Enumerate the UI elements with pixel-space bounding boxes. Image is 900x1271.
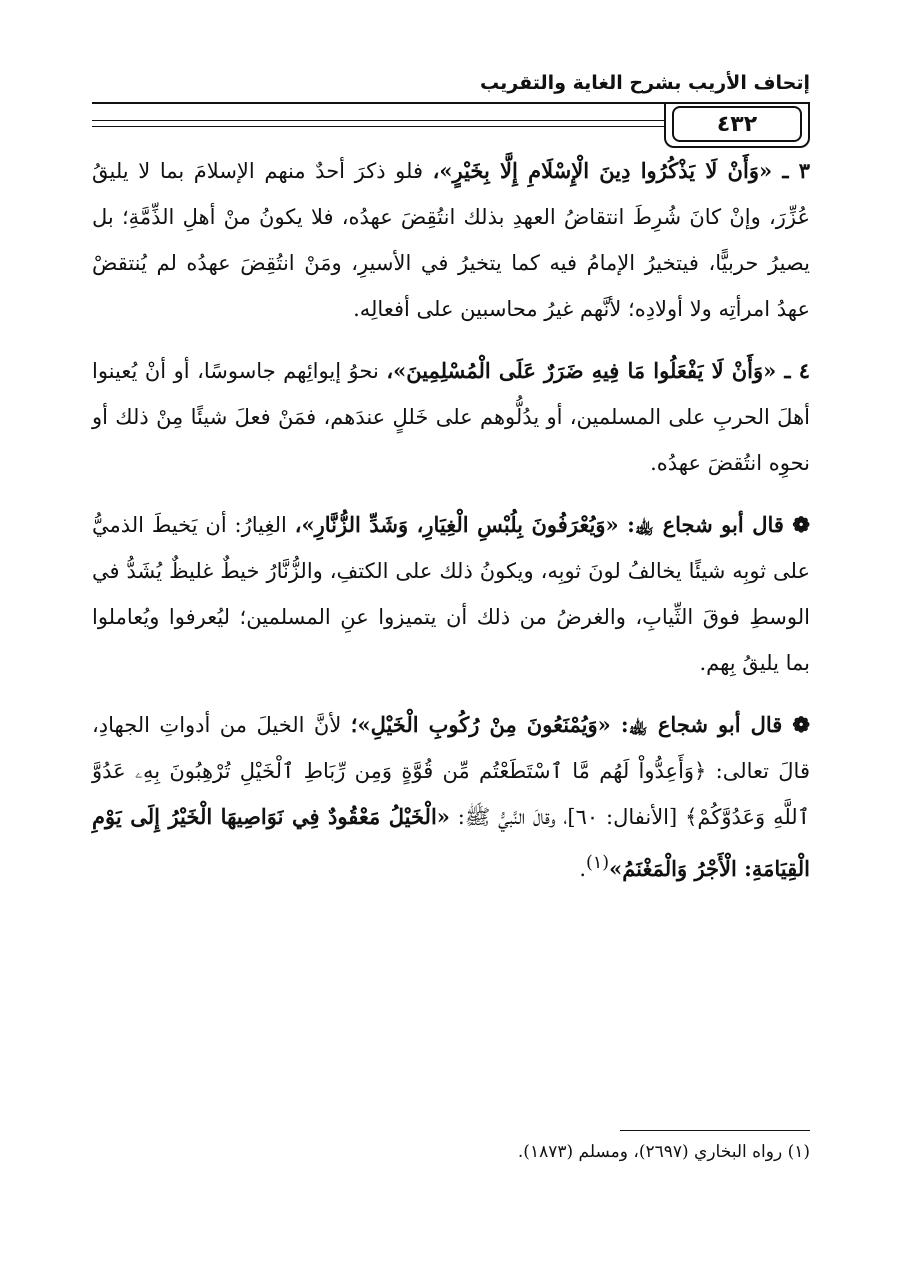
commentary-text: الغِيارُ: أن يَخيطَ الذميُّ على ثوبِه شيئًا يخالفُ لونَ ثوبِه، ويكونُ ذلك على الكتفِ، والزُّنَّارُ خيطٌ غليظٌ يُشَدُّ في الوسطِ فوقَ الثِّيابِ، والغرضُ من ذلك أن يتميزوا عنِ المسلمين؛ ليُعرفوا ويُعاملوا بما يليقُ بِهم. xyxy=(92,513,810,675)
commentary-text: لأنَّ الخيلَ من أدواتِ الجهادِ، قالَ تعالى: ﴿وَأَعِدُّواْ لَهُم مَّا ٱسْتَطَعْتُم مِّن قُوَّةٍ وَمِن رِّبَاطِ ٱلْخَيْلِ تُرْهِبُونَ بِهِۦ عَدُوَّ ٱللَّهِ وَعَدُوَّكُمْ﴾ [الأنفال: ٦٠]، وقالَ النَّبيُّ ﷺ: xyxy=(92,713,810,829)
matn-quote: ٤ ـ «وَأَنْ لَا يَفْعَلُوا مَا فِيهِ ضَرَرٌ عَلَى الْمُسْلِمِينَ»، xyxy=(386,358,811,383)
commentary-text: نحوُ إيوائِهم جاسوسًا، أو أنْ يُعينوا أهلَ الحربِ على المسلمين، أو يدُلُّوهم على خَللٍ عندَهم، فمَنْ فعلَ شيئًا مِنْ ذلك أو نحوِه انتُقضَ عهدُه. xyxy=(92,359,810,475)
header-rule-left-1 xyxy=(92,120,664,121)
page-number-frame xyxy=(664,102,810,148)
commentary-text: فلو ذكرَ أحدٌ منهم الإسلامَ بما لا يليقُ عُزِّرَ، وإنْ كانَ شُرِطَ انتقاضُ العهدِ بذلك انتُقِضَ عهدُه، فلا يكونُ منْ أهلِ الذِّمَّةِ؛ بل يصيرُ حربيًّا، فيتخيرُ الإمامُ فيه كما يتخيرُ في الأسيرِ، ومَنْ انتُقِضَ عهدُه لم يُنتقضْ عهدُ امرأتِه ولا أولادِه؛ لأنَّهم غيرُ محاسبين على أفعالِه. xyxy=(92,159,810,321)
matn-quote: ❁ قال أبو شجاع ﵀: «وَيُمْنَعُونَ مِنْ رُكُوبِ الْخَيْلِ»؛ xyxy=(350,712,810,737)
page-header xyxy=(92,70,810,137)
page-number: ٤٣٢ xyxy=(672,106,802,142)
paragraph-condition-3 xyxy=(92,148,810,332)
matn-quote: ❁ قال أبو شجاع ﵀: «وَيُعْرَفُونَ بِلُبْسِ الْغِيَارِ، وَشَدِّ الزُّنَّارِ»، xyxy=(294,512,811,537)
footnote-separator xyxy=(620,1130,810,1131)
hadith-quote: «الْخَيْلُ مَعْقُودٌ فِي نَوَاصِيهَا الْخَيْرُ إِلَى يَوْمِ الْقِيَامَةِ: الْأَجْرُ وَالْمَغْنَمُ» xyxy=(92,804,810,881)
sentence-end: . xyxy=(579,857,586,881)
footnote: (١) رواه البخاري (٢٦٩٧)، ومسلم (١٨٧٣). xyxy=(517,1142,810,1162)
running-title: إتحاف الأريب بشرح الغاية والتقريب xyxy=(480,72,810,94)
paragraph-condition-4 xyxy=(92,348,810,486)
main-text xyxy=(92,148,810,908)
paragraph-horses xyxy=(92,702,810,892)
paragraph-ghiyar-zunnar xyxy=(92,502,810,686)
header-rule-left-2 xyxy=(92,126,664,127)
footnote-reference: (١) xyxy=(586,853,610,873)
matn-quote: ٣ ـ «وَأَنْ لَا يَذْكُرُوا دِينَ الْإِسْلَامِ إِلَّا بِخَيْرٍ»، xyxy=(432,158,810,183)
